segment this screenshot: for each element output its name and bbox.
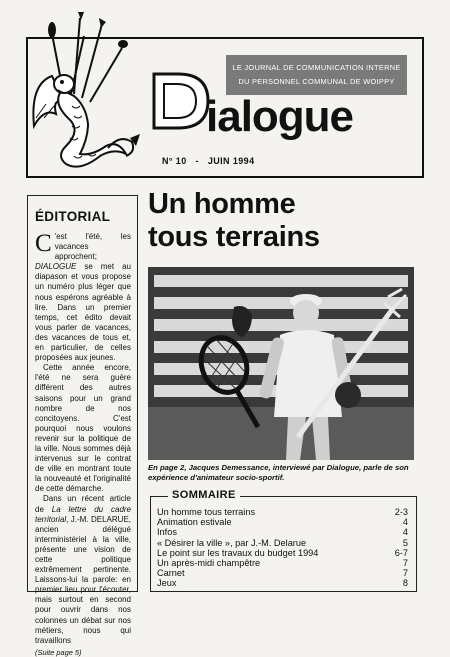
toc-item[interactable] — [157, 578, 408, 588]
toc-item[interactable] — [157, 517, 408, 527]
toc-item-page: 4 — [402, 517, 408, 528]
editorial-p1-emphasis: DIALOGUE — [35, 262, 77, 272]
masthead-banner — [226, 55, 407, 95]
toc-item[interactable] — [157, 558, 408, 568]
masthead-right-rule — [422, 37, 424, 177]
toc-item-page: 7 — [402, 568, 408, 579]
editorial-p3-after: , J.-M. DELARUE, ancien délégué interministériel à la ville, présente une vision de cette politique extrêmement pertinente. Laissons-lui la parole: en premier lieu pour l'écouter, mais surtout en second pour ouvrir dans nos colonnes un débat sur nos métiers, nous qui travaillons — [35, 514, 131, 645]
issue-number: N° 10 — [162, 156, 187, 166]
editorial-paragraph-1 — [35, 232, 131, 363]
toc-item-label: Le point sur les travaux du budget 1994 — [157, 547, 319, 558]
toc-item-page: 2-3 — [394, 507, 408, 517]
toc-item-label: Carnet — [157, 568, 185, 579]
toc-item-label: Animation estivale — [157, 517, 232, 528]
dragon-logo — [22, 6, 142, 181]
editorial-dropcap: C — [35, 230, 52, 257]
toc-item-label: Infos — [157, 527, 177, 538]
toc-item[interactable] — [157, 538, 408, 548]
toc-item-label: Un après-midi champêtre — [157, 558, 261, 569]
editorial-heading: ÉDITORIAL — [35, 209, 111, 224]
editorial-p3-before: Dans un récent article de — [35, 494, 131, 514]
editorial-p1-before: 'est l'été, les vacances approchent; — [54, 232, 131, 262]
headline-line-2: tous terrains — [148, 221, 320, 253]
toc-item-label: Un homme tous terrains — [157, 507, 256, 517]
title-wordmark: ialogue — [206, 92, 354, 141]
main-headline — [148, 188, 418, 254]
editorial-box — [27, 195, 138, 657]
photo-illustration — [148, 267, 414, 460]
toc-item-page: 4 — [402, 527, 408, 538]
cover-photo — [148, 267, 414, 460]
table-of-contents — [150, 496, 417, 592]
banner-line-2: DU PERSONNEL COMMUNAL DE WOIPPY — [238, 77, 395, 86]
toc-item[interactable] — [157, 507, 408, 517]
issue-line — [162, 156, 260, 166]
toc-item-page: 7 — [402, 558, 408, 569]
banner-line-1: LE JOURNAL DE COMMUNICATION INTERNE — [232, 63, 401, 72]
editorial-p1-after: se met au diapason et vous propose un numéro plus léger que nous espérons agréable à lire. Dans un premier temps, cet édito devait vous parler de vacances, des vacances de tous et, en particulier, de celles proposées aux jeunes. — [35, 262, 131, 363]
toc-item-page: 8 — [402, 578, 408, 589]
toc-item[interactable] — [157, 568, 408, 578]
editorial-p3-emphasis: La lettre du cadre territorial — [35, 504, 131, 524]
toc-item-page: 5 — [402, 537, 408, 548]
toc-item-label: Jeux — [157, 578, 177, 589]
editorial-continued-link[interactable]: (Suite page 5) — [35, 647, 82, 657]
photo-caption: En page 2, Jacques Demessance, interviewé par Dialogue, parle de son expérience d'animateur socio-sportif. — [148, 463, 409, 482]
issue-separator: - — [195, 156, 199, 166]
editorial-paragraph-3 — [35, 494, 131, 645]
toc-list — [157, 507, 408, 589]
headline-line-1: Un homme — [148, 188, 296, 220]
toc-item-label: « Désirer la ville », par J.-M. Delarue — [157, 537, 307, 548]
issue-date: JUIN 1994 — [207, 156, 255, 166]
toc-item[interactable] — [157, 548, 408, 558]
toc-title: SOMMAIRE — [168, 489, 240, 501]
toc-item-page: 6-7 — [394, 547, 408, 558]
title-outlined-letter — [150, 70, 212, 132]
editorial-paragraph-2: Cette année encore, l'été ne sera guère différent des autres saisons pour un grand nombre de nos concitoyens. C'est pourquoi nous voulons revenir sur la politique de la ville. Nous sommes déjà intervenus sur le contrat de ville en montrant toute la nouveauté et l'originalité de cette démarche. — [35, 363, 131, 494]
toc-item[interactable] — [157, 527, 408, 537]
